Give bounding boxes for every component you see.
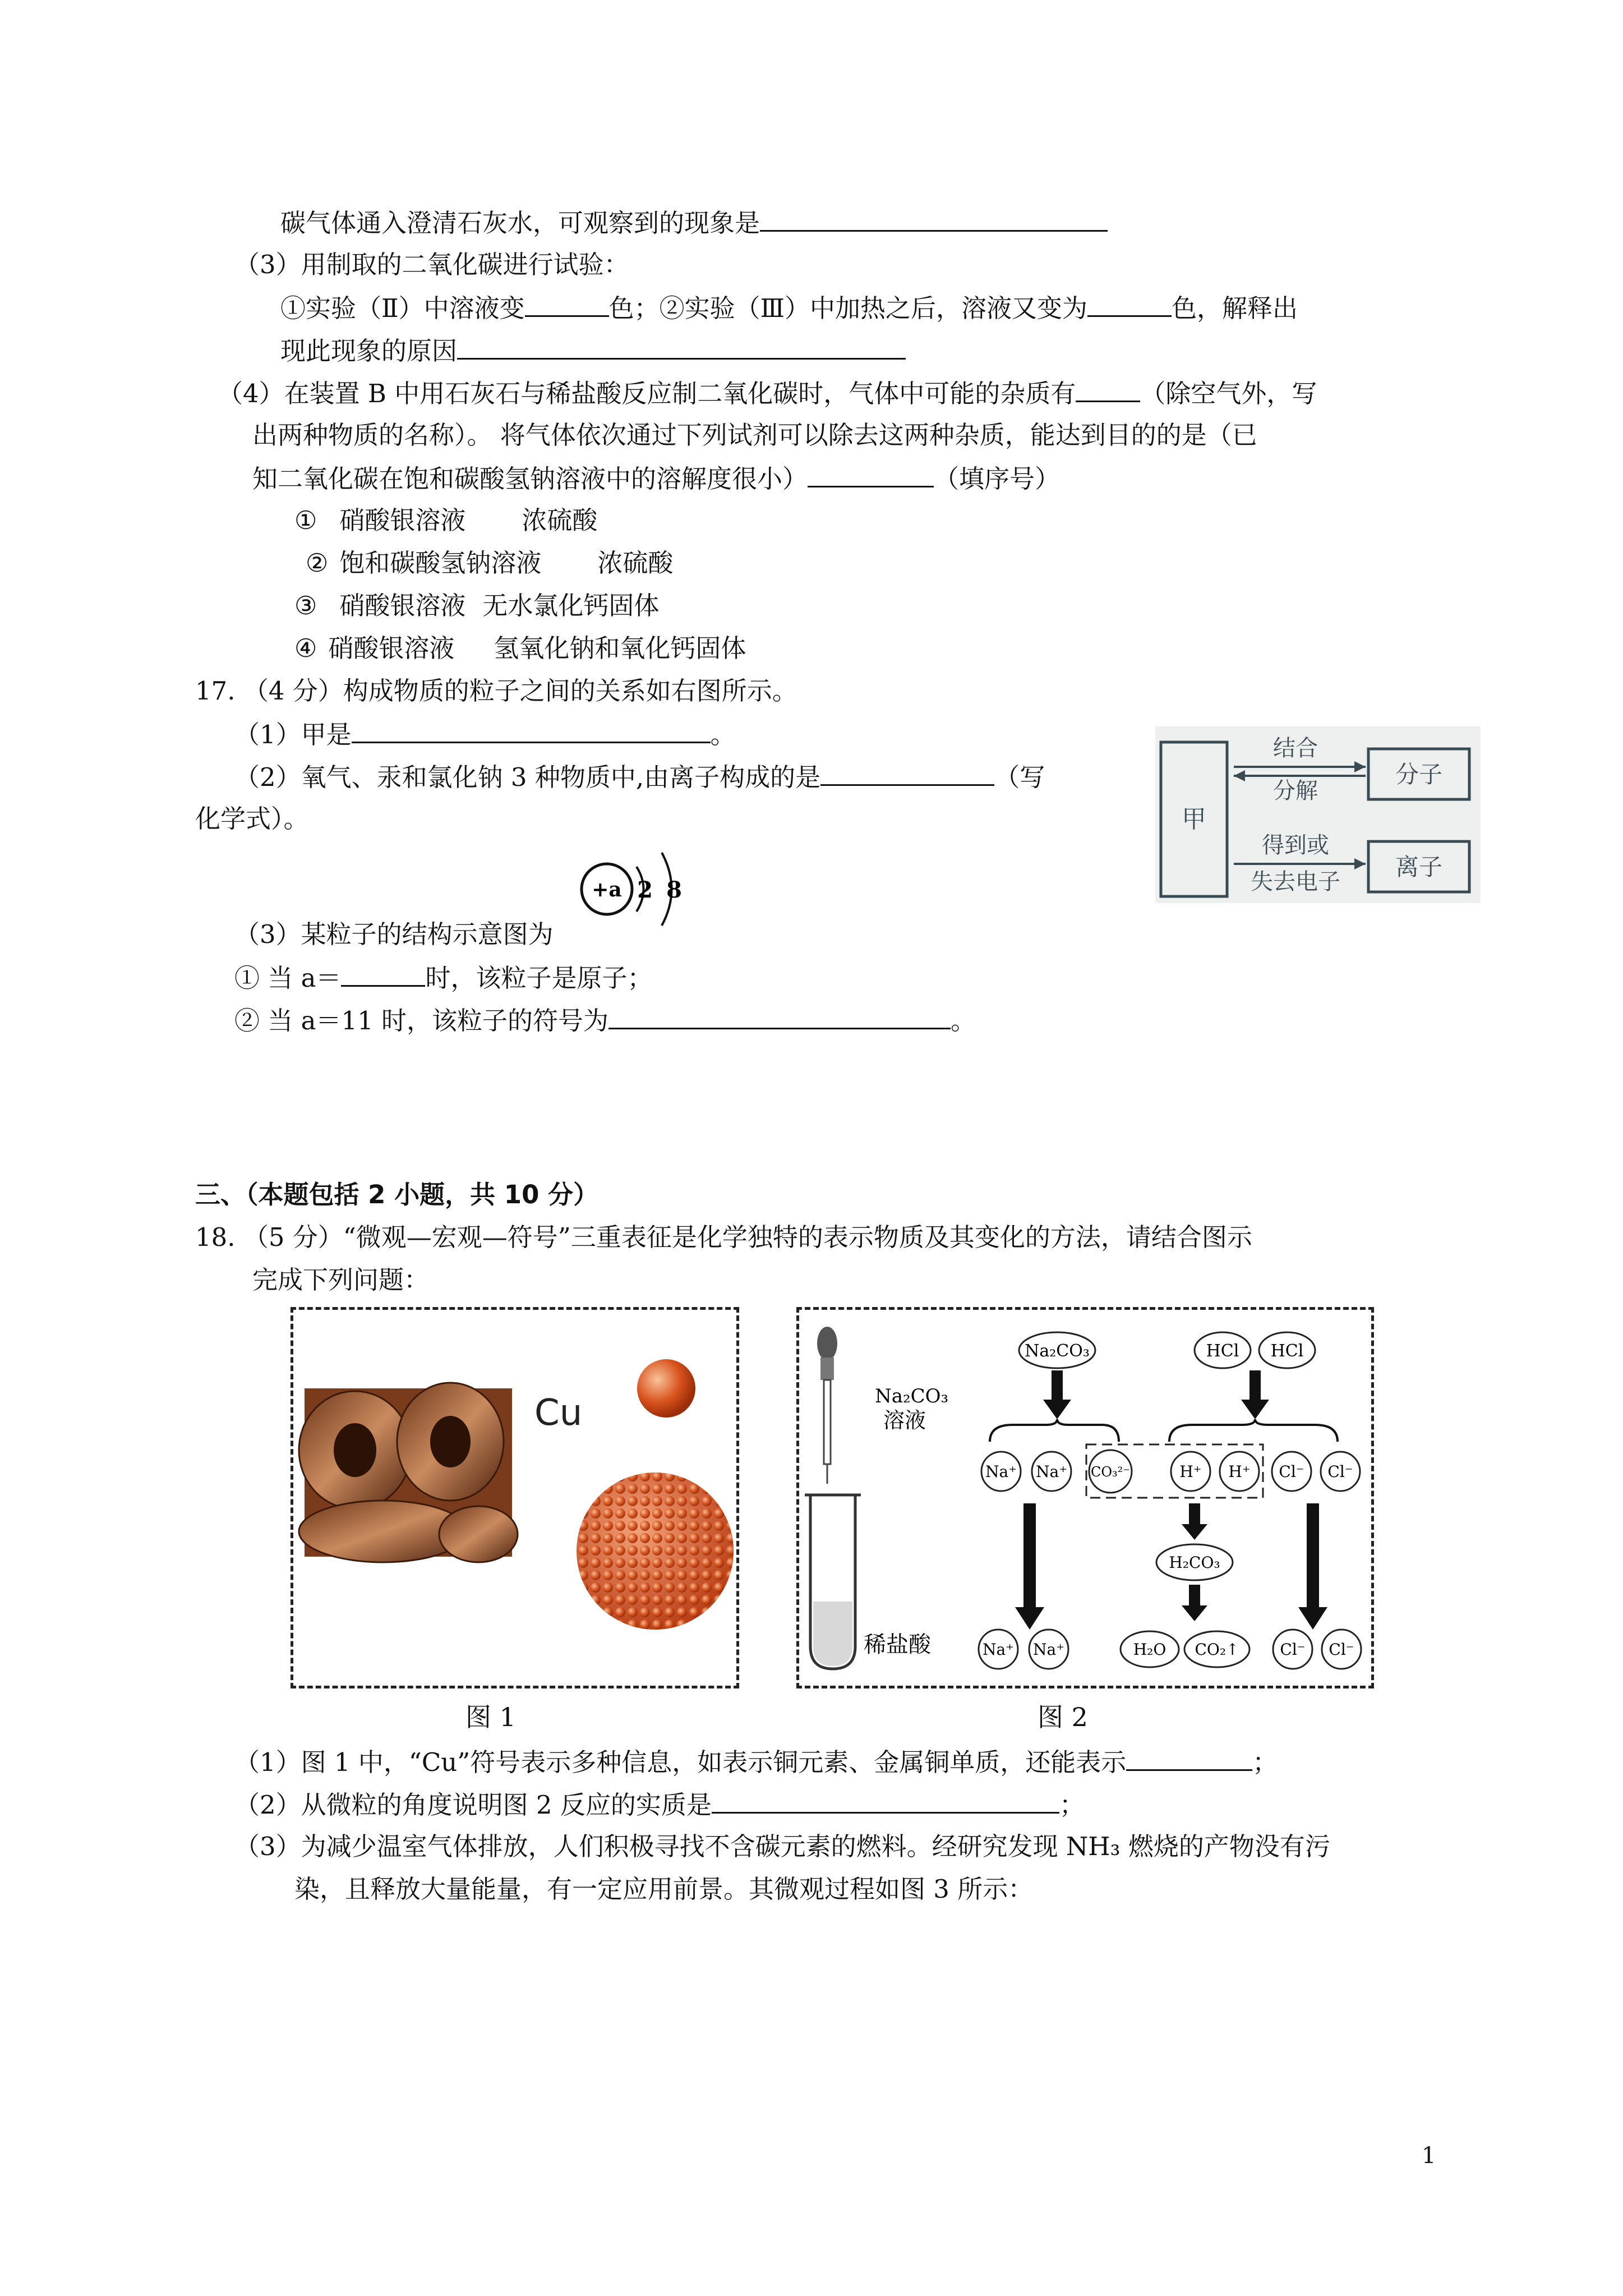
answer-blank[interactable] — [1126, 1745, 1252, 1771]
test-tube-icon — [805, 1495, 861, 1669]
answer-blank[interactable] — [820, 760, 994, 786]
cl-ion-product-1-label: Cl⁻ — [1280, 1640, 1306, 1659]
combine-label: 结合 — [1273, 735, 1318, 761]
answer-blank[interactable] — [712, 1787, 1059, 1814]
q17-head: 17. （4 分）构成物质的粒子之间的关系如右图所示。 — [195, 676, 797, 706]
copper-atom-icon — [637, 1359, 695, 1418]
option-1: ① 硝酸银溶液 浓硫酸 — [294, 505, 598, 535]
na-ion-product-2-label: Na⁺ — [1033, 1640, 1064, 1659]
figure-1 — [291, 1307, 739, 1688]
q16-part4-line3: 知二氧化碳在饱和碳酸氢钠溶液中的溶解度很小） （填序号） — [252, 461, 1060, 496]
h2o-label: H₂O — [1133, 1640, 1166, 1659]
cl-ion-2-label: Cl⁻ — [1327, 1462, 1353, 1481]
particle-relation-diagram — [1155, 726, 1481, 903]
q18-head-1: 18. （5 分）“微观—宏观—符号”三重表征是化学独特的表示物质及其变化的方法，请结合图示 — [195, 1222, 1252, 1252]
shell-2-electrons: 8 — [666, 877, 682, 903]
q17-part2-cont: 化学式）。 — [195, 804, 309, 834]
reagent-label: Na₂CO₃ — [875, 1385, 949, 1407]
atom-structure-diagram — [578, 841, 707, 937]
ion-label: 离子 — [1395, 853, 1443, 881]
q16-part4-line2: 出两种物质的名称）。 将气体依次通过下列试剂可以除去这两种杂质，能达到目的的是（已 — [252, 420, 1257, 450]
answer-blank[interactable] — [1076, 376, 1140, 402]
option-4: ④ 硝酸银溶液 氢氧化钠和氧化钙固体 — [294, 633, 746, 663]
q17-part1: （1）甲是 。 — [234, 717, 736, 752]
figure-2 — [796, 1307, 1374, 1688]
nucleus-charge: +a — [592, 878, 622, 901]
co2-label: CO₂↑ — [1195, 1640, 1239, 1659]
section-3-title: 三、（本题包括 2 小题，共 10 分） — [195, 1180, 599, 1209]
co3-ion-label: CO₃²⁻ — [1091, 1464, 1130, 1480]
acid-label: 稀盐酸 — [864, 1632, 931, 1658]
option-2: ② 饱和碳酸氢钠溶液 浓硫酸 — [306, 548, 674, 578]
figure-1-caption: 图 1 — [465, 1702, 516, 1732]
reagent-solution-label: 溶液 — [883, 1408, 926, 1433]
answer-blank[interactable] — [352, 717, 711, 743]
q18-part3-line1: （3）为减少温室气体排放，人们积极寻找不含碳元素的燃料。经研究发现 NH₃ 燃烧的产物没有污 — [234, 1832, 1330, 1861]
answer-blank[interactable] — [1087, 291, 1172, 317]
na-ion-1-label: Na⁺ — [985, 1462, 1017, 1481]
figure-2-caption: 图 2 — [1038, 1702, 1088, 1732]
gain-lose-label-1: 得到或 — [1262, 832, 1329, 858]
q16-part3-line2: 现此现象的原因 — [280, 333, 906, 368]
dropper-icon — [817, 1327, 837, 1484]
na-ion-2-label: Na⁺ — [1036, 1462, 1067, 1481]
answer-blank[interactable] — [608, 1003, 951, 1029]
q16-line-a: 碳气体通入澄清石灰水，可观察到的现象是 — [280, 205, 1108, 240]
q18-part3-line2: 染，且释放大量能量，有一定应用前景。其微观过程如图 3 所示： — [294, 1874, 1034, 1904]
q16-part3-line1: ①实验（Ⅱ）中溶液变 色；②实验（Ⅲ）中加热之后，溶液又变为 色，解释出 — [280, 291, 1298, 325]
q17-part3-2: ② 当 a＝11 时，该粒子的符号为 。 — [234, 1003, 976, 1038]
q17-part3-1: ① 当 a＝ 时，该粒子是原子； — [234, 960, 652, 995]
gain-lose-label-2: 失去电子 — [1251, 869, 1340, 895]
answer-blank[interactable] — [341, 960, 425, 987]
cu-symbol: Cu — [534, 1392, 583, 1434]
h2co3-label: H₂CO₃ — [1169, 1553, 1220, 1572]
q16-part3-head: （3）用制取的二氧化碳进行试验： — [234, 250, 629, 279]
option-3: ③ 硝酸银溶液 无水氯化钙固体 — [294, 591, 660, 620]
answer-blank[interactable] — [525, 291, 609, 317]
q16-part4-line1: （4）在装置 B 中用石灰石与稀盐酸反应制二氧化碳时，气体中可能的杂质有 （除空气外，写 — [218, 376, 1317, 411]
h-ion-1-label: H⁺ — [1179, 1462, 1202, 1481]
answer-blank[interactable] — [760, 205, 1108, 232]
q17-part3: （3）某粒子的结构示意图为 — [234, 919, 554, 949]
h-ion-2-label: H⁺ — [1228, 1462, 1251, 1481]
answer-blank[interactable] — [808, 461, 934, 487]
q18-head-2: 完成下列问题： — [252, 1265, 430, 1295]
jia-label: 甲 — [1182, 805, 1206, 834]
copper-lattice-sphere — [577, 1473, 734, 1630]
cl-ion-product-2-label: Cl⁻ — [1329, 1640, 1354, 1659]
cl-ion-1-label: Cl⁻ — [1279, 1462, 1304, 1481]
decompose-label: 分解 — [1273, 778, 1318, 804]
q18-part2: （2）从微粒的角度说明图 2 反应的实质是 ； — [234, 1787, 1085, 1822]
copper-wire-photo — [299, 1383, 518, 1562]
hcl-label-1: HCl — [1206, 1341, 1239, 1361]
answer-blank[interactable] — [457, 333, 906, 360]
na2co3-label: Na₂CO₃ — [1025, 1341, 1090, 1361]
q17-part2: （2）氧气、汞和氯化钠 3 种物质中,由离子构成的是 （写 — [234, 760, 1045, 794]
page-number: 1 — [1422, 2143, 1436, 2169]
molecule-label: 分子 — [1395, 761, 1443, 788]
q18-part1: （1）图 1 中，“Cu”符号表示多种信息，如表示铜元素、金属铜单质，还能表示 ； — [234, 1745, 1278, 1779]
shell-1-electrons: 2 — [637, 877, 653, 903]
hcl-label-2: HCl — [1270, 1341, 1304, 1361]
na-ion-product-1-label: Na⁺ — [983, 1640, 1014, 1659]
